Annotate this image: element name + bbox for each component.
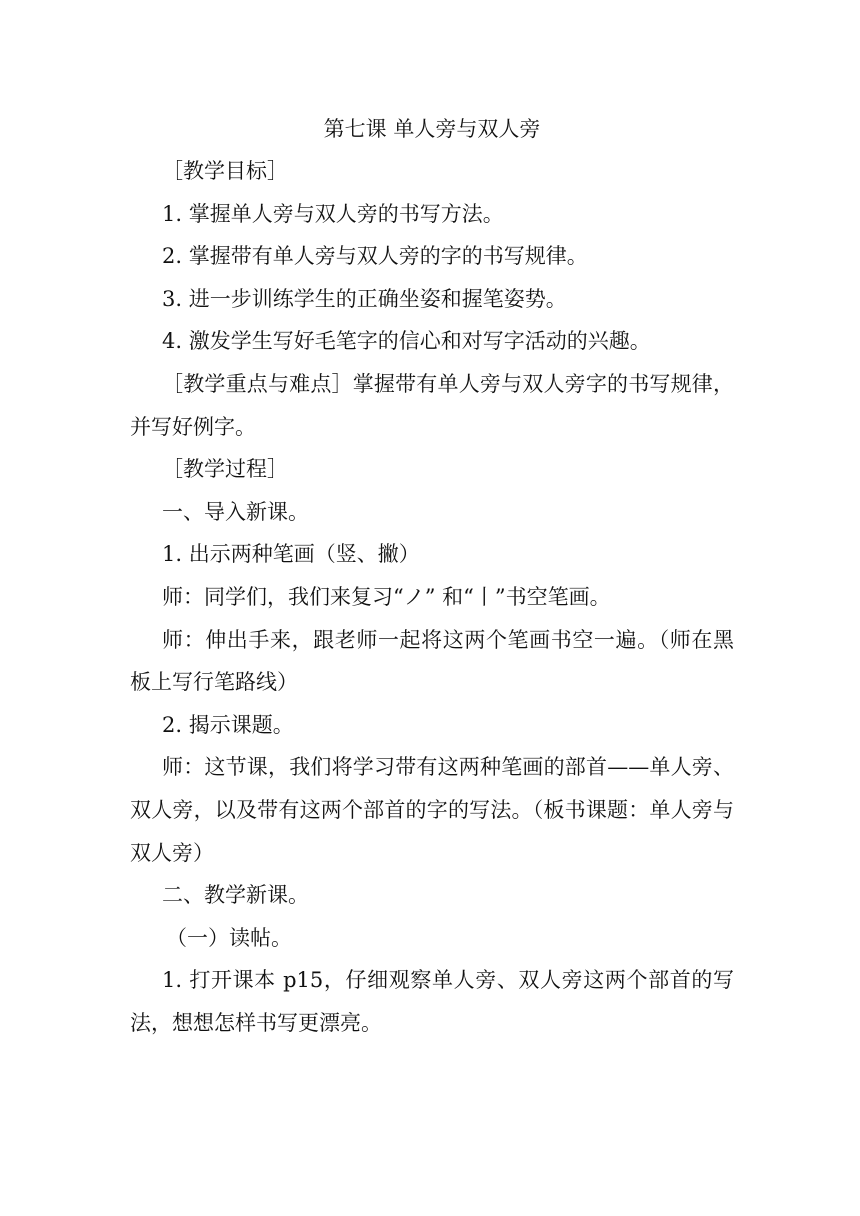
document-body	[130, 108, 734, 1044]
step-item: 1. 出示两种笔画（竖、撇）	[162, 542, 420, 567]
key-points-paragraph: ［教学重点与难点］掌握带有单人旁与双人旁字的书写规律，并写好例字。	[130, 371, 734, 439]
objective-item: 2. 掌握带有单人旁与双人旁的字的书写规律。	[162, 244, 588, 269]
step-heading: 二、教学新课。	[162, 883, 309, 908]
step-item: 1. 打开课本 p15，仔细观察单人旁、双人旁这两个部首的写法，想想怎样书写更漂亮。	[130, 968, 734, 1035]
objective-item: 3. 进一步训练学生的正确坐姿和握笔姿势。	[162, 286, 567, 311]
sub-step-heading: （一）读帖。	[166, 925, 292, 950]
teacher-line: 师：伸出手来，跟老师一起将这两个笔画书空一遍。（师在黑板上写行笔路线）	[130, 627, 734, 695]
lesson-title: 第七课 单人旁与双人旁	[323, 117, 541, 141]
step-item: 2. 揭示课题。	[162, 712, 294, 737]
objective-item: 1. 掌握单人旁与双人旁的书写方法。	[162, 201, 504, 226]
objective-item: 4. 激发学生写好毛笔字的信心和对写字活动的兴趣。	[162, 329, 651, 354]
step-heading: 一、导入新课。	[162, 499, 309, 524]
section-heading-process: ［教学过程］	[162, 457, 288, 482]
teacher-line: 师：这节课，我们将学习带有这两种笔画的部首——单人旁、双人旁，以及带有这两个部首的字的写法。（板书课题：单人旁与双人旁）	[130, 755, 734, 865]
teacher-line: 师：同学们，我们来复习“ノ” 和“丨”书空笔画。	[162, 584, 611, 609]
section-heading-objectives: ［教学目标］	[162, 159, 288, 183]
